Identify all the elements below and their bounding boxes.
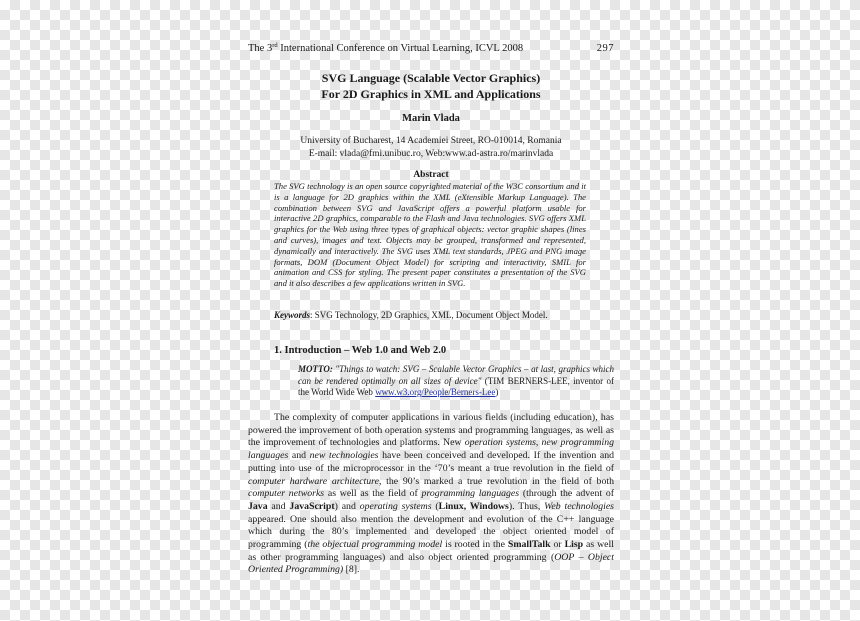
motto-attribution: (TIM BERNERS-LEE, inventor of the World Wide Web [298, 375, 615, 397]
abstract-heading: Abstract [413, 170, 449, 180]
motto: MOTTO: "Things to watch: SVG – Scalable Vector Graphics – at last, graphics which can be rendered optimally on all sizes of device" (TIM BERNERS-LEE, inventor of the World Wide Web www.w3.org/People/Berners-Lee) [298, 364, 615, 397]
title-line-2: For 2D Graphics in XML and Applications [321, 87, 541, 101]
section-heading: 1. Introduction – Web 1.0 and Web 2.0 [274, 345, 447, 356]
page-number: 297 [596, 43, 614, 54]
title-line-1: SVG Language (Scalable Vector Graphics) [321, 71, 541, 85]
abstract-text: The SVG technology is an open source copyrighted material of the W3C consortium and it is a language for 2D graphics within the XML (eXtensible Markup Language). The combination between SVG and JavaScript offers a powerful platform usable for interactive 2D graphics, comparable to the Flash and Java technologies. SVG offers XML graphics for the Web using three types of graphical objects: vector graphic shapes (lines and curves), images and text. Objects may be grouped, transformed and represented, dynamically and interactively. The SVG uses XML text standards, JPEG and PNG image formats, DOM (Document Object Model) for scripting and interactivity, SMIL for animation and CSS for styling. The present paper constitutes a presentation of the SVG and it also describes a few applications written in SVG. [274, 181, 586, 289]
keywords-label: Keywords [274, 310, 310, 320]
author-name: Marin Vlada [402, 113, 460, 124]
motto-quote: "Things to watch: SVG – Scalable Vector Graphics – at last, graphics which can be rendered optimally on all sizes of device" [298, 364, 614, 386]
affiliation-contact: E-mail: vlada@fmi.unibuc.ro, Web:www.ad-astra.ro/marinvlada [308, 148, 554, 159]
body-paragraph: The complexity of computer applications in various fields (including education), has powered the improvement of both operation systems and programming languages, as well as the improvement of technologies and platforms. New operation systems, new programming languages and new technologies have been conceived and developed. If the invention and putting into use of the microprocessor in the ‘70’s meant a true revolution in the field of computer hardware architecture, the 90’s marked a true revolution in the field of both computer networks as well as the field of programming languages (through the advent of Java and JavaScript) and operating systems (Linux, Windows). Thus, Web technologies appeared. One should also mention the development and evolution of the C++ language which during the 80’s implemented and developed the object oriented model of programming (the objectual programming model is rooted in the SmallTalk or Lisp as well as other programming languages) and also object oriented programming (OOP – Object Oriented Programming) [8]. [248, 412, 615, 576]
keywords: Keywords: SVG Technology, 2D Graphics, XML, Document Object Model. [274, 310, 548, 320]
conference-name: The 3rd International Conference on Virtual Learning, ICVL 2008 [248, 42, 524, 54]
paper-title [248, 70, 614, 102]
berners-lee-link[interactable]: www.w3.org/People/Berners-Lee [375, 387, 496, 397]
affiliation [248, 135, 614, 160]
running-header [248, 42, 614, 56]
affiliation-address: University of Bucharest, 14 Academiei Street, RO-010014, Romania [300, 136, 562, 146]
keywords-text: SVG Technology, 2D Graphics, XML, Document Object Model. [314, 310, 548, 320]
motto-label: MOTTO: [298, 364, 333, 374]
